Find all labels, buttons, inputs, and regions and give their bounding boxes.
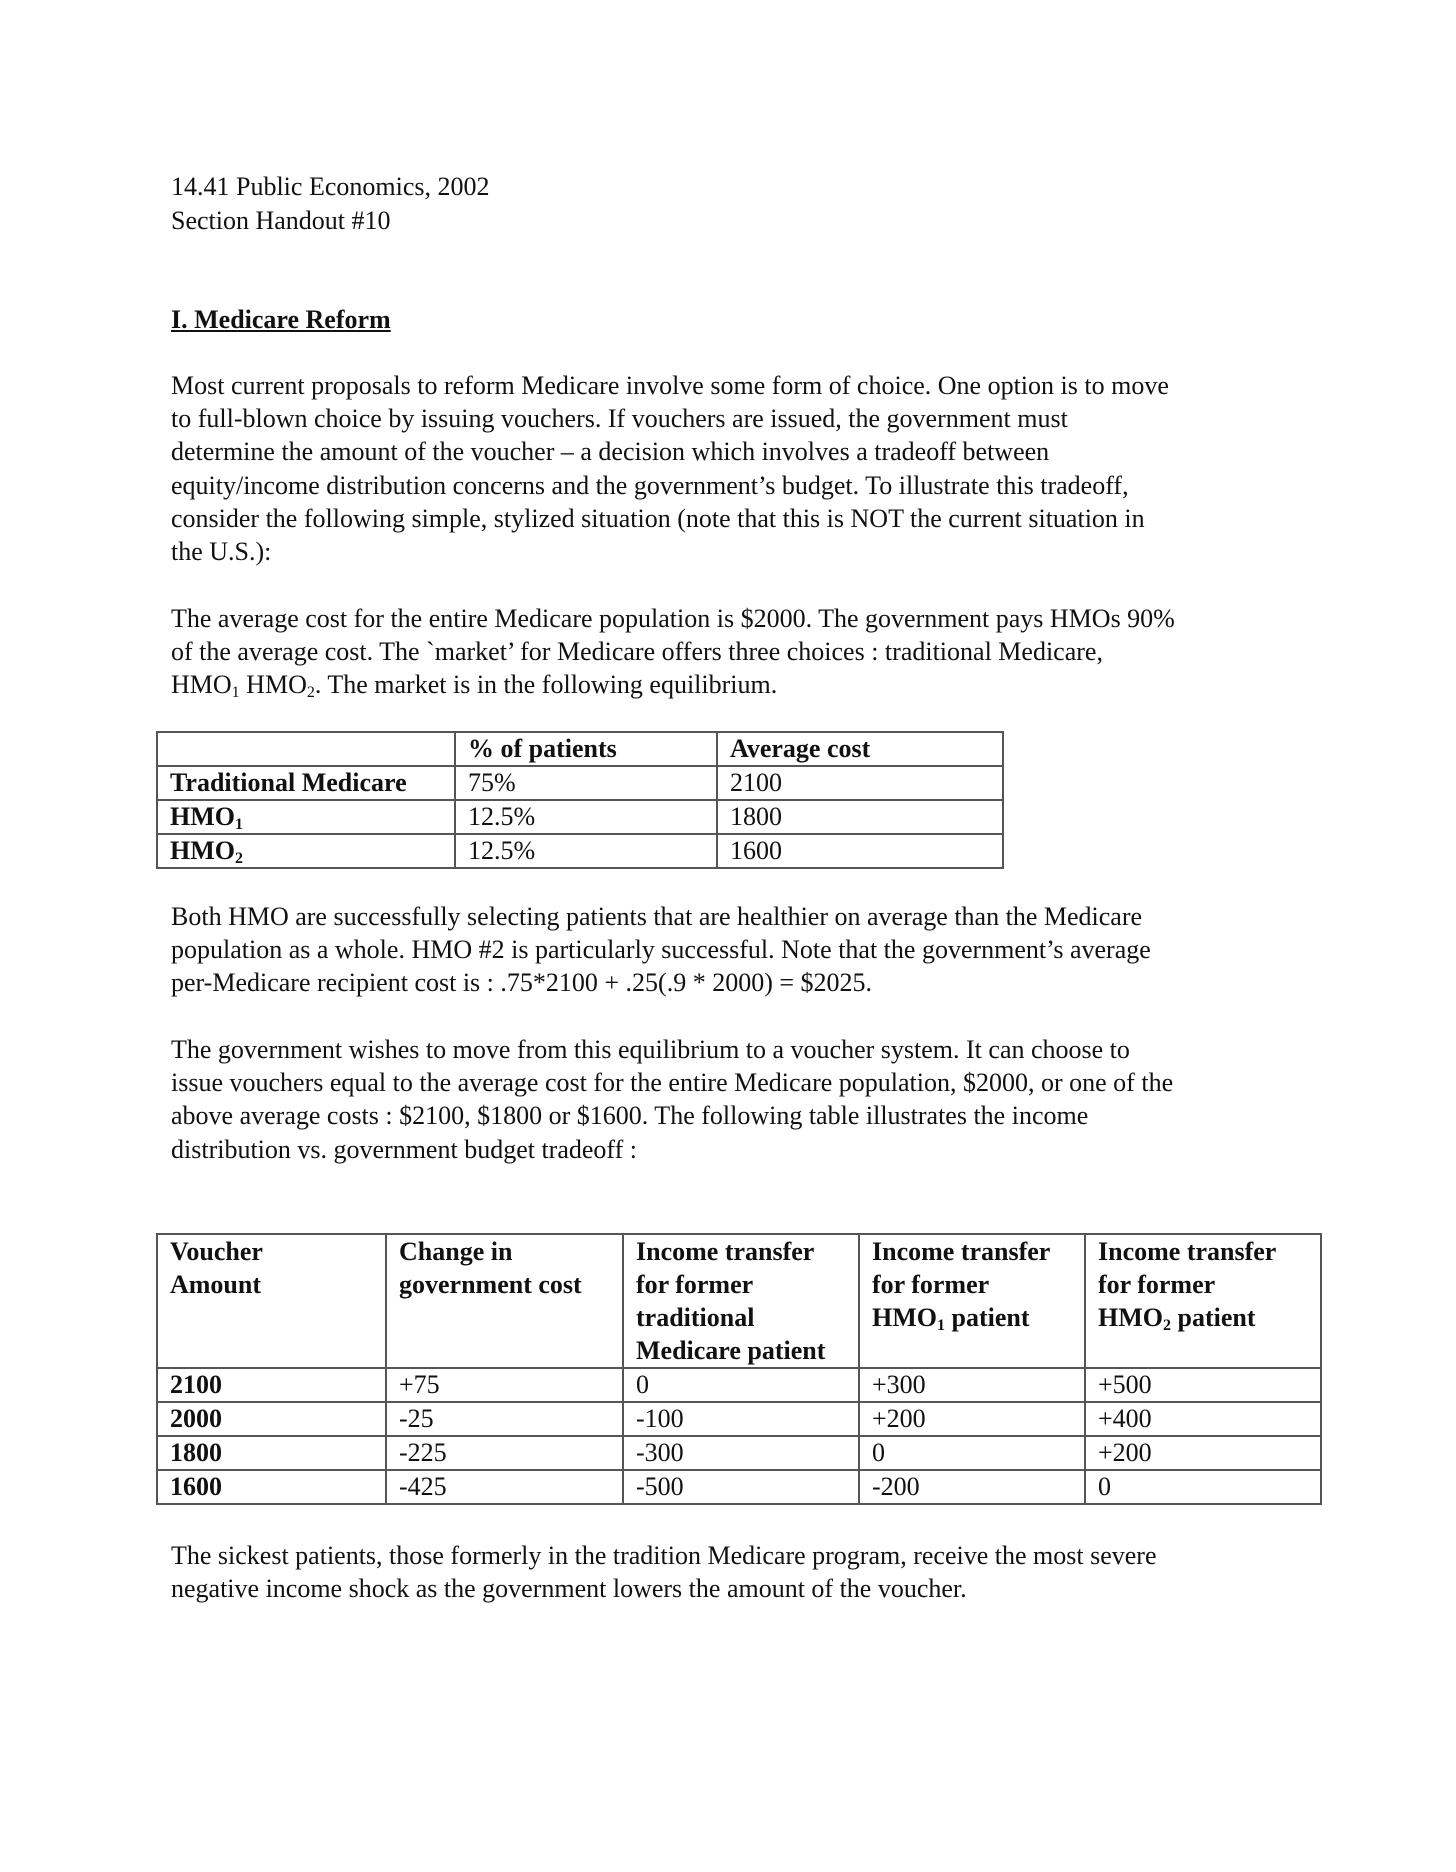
table-header-cell: Voucher Amount	[157, 1234, 386, 1368]
table-cell: 2100	[717, 766, 1003, 800]
paragraph-line: The average cost for the entire Medicare population is $2000. The government pays HMOs 90%	[171, 604, 1175, 633]
paragraph-line: Both HMO are successfully selecting patients that are healthier on average than the Medicare	[171, 902, 1143, 931]
table-cell: 12.5%	[455, 800, 717, 834]
handout-title: Section Handout #10	[171, 206, 391, 235]
paragraph-line: Most current proposals to reform Medicare involve some form of choice. One option is to move	[171, 371, 1169, 400]
row-label: Traditional Medicare	[157, 766, 455, 800]
table-cell: -300	[623, 1436, 859, 1470]
table-row	[157, 834, 1003, 868]
paragraph-intro	[171, 369, 1301, 568]
voucher-tradeoff-table	[156, 1233, 1322, 1505]
paragraph-line: equity/income distribution concerns and the government’s budget. To illustrate this tradeoff,	[171, 470, 1129, 500]
paragraph-line: of the average cost. The `market’ for Medicare offers three choices : traditional Medicare,	[171, 637, 1103, 667]
course-title: 14.41 Public Economics, 2002	[171, 172, 490, 201]
table-cell: +400	[1085, 1402, 1321, 1436]
table-header-cell: Income transfer for former $HMO_1$ patient	[859, 1234, 1085, 1368]
equilibrium-table	[156, 731, 1004, 869]
table-cell: 1800	[717, 800, 1003, 834]
paragraph-line: The sickest patients, those formerly in the tradition Medicare program, receive the most severe	[171, 1541, 1157, 1570]
paragraph-line: above average costs : $2100, $1800 or $1600. The following table illustrates the income	[171, 1101, 1089, 1131]
paragraph-line: negative income shock as the government lowers the amount of the voucher.	[171, 1574, 967, 1604]
table-cell: 0	[623, 1368, 859, 1402]
table-header-cell: Change in government cost	[386, 1234, 623, 1368]
paragraph-hmo-selection	[171, 900, 1301, 1000]
paragraph-line: consider the following simple, stylized situation (note that this is NOT the current situation in	[171, 503, 1145, 533]
table-cell: -500	[623, 1470, 859, 1504]
table-cell: +75	[386, 1368, 623, 1402]
table-cell: +200	[1085, 1436, 1321, 1470]
table-row	[157, 800, 1003, 834]
table-cell: -200	[859, 1470, 1085, 1504]
paragraph-line: distribution vs. government budget tradeoff :	[171, 1134, 637, 1164]
paragraph-conclusion	[171, 1539, 1301, 1605]
paragraph-line: $HMO_1$ $HMO_2$. The market is in the following equilibrium.	[171, 670, 778, 702]
table-cell: 1600	[717, 834, 1003, 868]
paragraph-line: The government wishes to move from this equilibrium to a voucher system. It can choose to	[171, 1035, 1130, 1064]
table-row	[157, 766, 1003, 800]
table-header-cell: Average cost	[717, 732, 1003, 766]
table-cell: 75%	[455, 766, 717, 800]
table-header-row	[157, 732, 1003, 766]
paragraph-line: per-Medicare recipient cost is : .75*2100 + .25(.9 * 2000) = $2025.	[171, 968, 873, 998]
paragraph-voucher	[171, 1033, 1301, 1166]
paragraph-market	[171, 602, 1301, 702]
table-row	[157, 1436, 1321, 1470]
voucher-amount-cell: 2100	[157, 1368, 386, 1402]
paragraph-line: population as a whole. HMO #2 is particularly successful. Note that the government’s average	[171, 935, 1151, 965]
table-cell: 0	[859, 1436, 1085, 1470]
table-cell: +300	[859, 1368, 1085, 1402]
table-header-cell: Income transfer for former $HMO_2$ patient	[1085, 1234, 1321, 1368]
table-header-cell: % of patients	[455, 732, 717, 766]
paragraph-line: to full-blown choice by issuing vouchers. If vouchers are issued, the government must	[171, 404, 1068, 434]
table-header-cell	[157, 732, 455, 766]
table-row	[157, 1368, 1321, 1402]
paragraph-line: determine the amount of the voucher – a decision which involves a tradeoff between	[171, 437, 1050, 467]
table-cell: 0	[1085, 1470, 1321, 1504]
voucher-amount-cell: 1800	[157, 1436, 386, 1470]
table-cell: 12.5%	[455, 834, 717, 868]
table-cell: +500	[1085, 1368, 1321, 1402]
row-label: $HMO_1$	[157, 800, 455, 834]
table-cell: -100	[623, 1402, 859, 1436]
row-label: $HMO_2$	[157, 834, 455, 868]
table-cell: -225	[386, 1436, 623, 1470]
table-row	[157, 1470, 1321, 1504]
table-header-cell: Income transfer for former traditional Medicare patient	[623, 1234, 859, 1368]
voucher-amount-cell: 1600	[157, 1470, 386, 1504]
table-cell: +200	[859, 1402, 1085, 1436]
table-cell: -25	[386, 1402, 623, 1436]
voucher-amount-cell: 2000	[157, 1402, 386, 1436]
section-heading: I. Medicare Reform	[171, 305, 391, 334]
table-row	[157, 1402, 1321, 1436]
paragraph-line: the U.S.):	[171, 537, 272, 567]
paragraph-line: issue vouchers equal to the average cost for the entire Medicare population, $2000, or one of the	[171, 1068, 1174, 1098]
table-cell: -425	[386, 1470, 623, 1504]
table-header-row	[157, 1234, 1321, 1368]
